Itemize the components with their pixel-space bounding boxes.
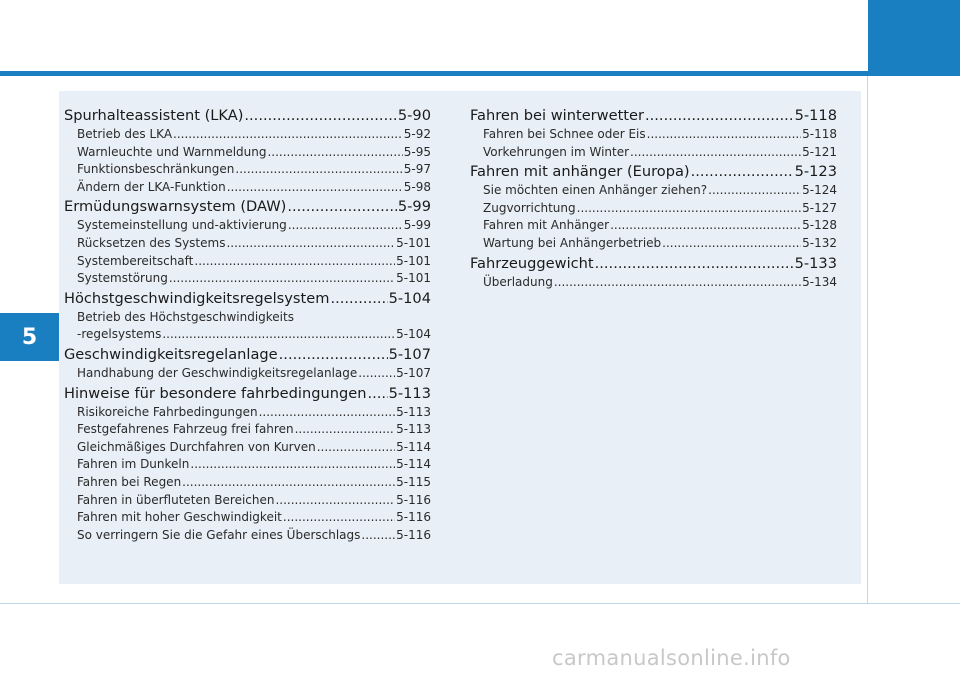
toc-subentry[interactable]	[64, 217, 431, 235]
toc-page-number: 5-113	[388, 384, 431, 402]
toc-dot-leader	[173, 126, 403, 144]
toc-entry-title: Funktionsbeschränkungen	[77, 162, 235, 177]
toc-entry-title: Fahren in überfluteten Bereichen	[77, 492, 275, 507]
toc-dot-leader	[595, 253, 794, 274]
toc-page-number: 5-116	[396, 527, 431, 542]
toc-section-entry[interactable]	[64, 288, 431, 309]
toc-page-number: 5-107	[388, 345, 431, 363]
toc-dot-leader	[259, 404, 396, 422]
toc-left-column	[64, 105, 431, 544]
toc-entry-title: Überladung	[483, 274, 553, 289]
toc-dot-leader	[361, 527, 395, 545]
toc-entry-title: Fahren bei Schnee oder Eis	[483, 127, 646, 141]
toc-entry-title: Hinweise für besondere fahrbedingungen	[64, 384, 367, 402]
toc-section-entry[interactable]	[64, 383, 431, 404]
toc-dot-leader	[295, 421, 396, 439]
toc-section-entry[interactable]	[64, 344, 431, 365]
toc-dot-leader	[554, 274, 801, 292]
toc-dot-leader	[235, 161, 402, 179]
toc-page-number: 5-104	[388, 289, 431, 307]
toc-entry-title: So verringern Sie die Gefahr eines Überschlags	[77, 527, 361, 542]
toc-page-number: 5-101	[396, 253, 431, 268]
toc-section-entry[interactable]	[470, 253, 837, 274]
toc-page-number: 5-127	[802, 200, 837, 215]
toc-entry-title: Systemeinstellung und-aktivierung	[77, 218, 287, 233]
toc-subentry[interactable]	[470, 274, 837, 292]
toc-page-number: 5-118	[802, 127, 837, 141]
toc-right-column	[470, 105, 837, 291]
toc-dot-leader	[367, 383, 387, 404]
toc-entry-title: Wartung bei Anhängerbetrieb	[483, 235, 662, 250]
toc-entry-title: Systemstörung	[77, 271, 168, 286]
toc-page-number: 5-113	[396, 404, 431, 419]
toc-entry-title: Betrieb des LKA	[77, 127, 173, 141]
toc-entry-title: Zugvorrichtung	[483, 200, 576, 215]
toc-dot-leader	[691, 161, 794, 182]
toc-page-number: 5-104	[396, 327, 431, 342]
toc-entry-title: Fahren bei Regen	[77, 474, 182, 489]
toc-entry-title: Ermüdungswarnsystem (DAW)	[64, 198, 287, 216]
toc-subentry[interactable]	[64, 309, 431, 327]
toc-section-entry[interactable]	[470, 105, 837, 126]
toc-dot-leader	[662, 235, 801, 253]
toc-entry-title: Fahren mit hoher Geschwindigkeit	[77, 510, 282, 525]
toc-page-number: 5-99	[403, 218, 431, 233]
toc-entry-title: Handhabung der Geschwindigkeitsregelanlage	[77, 365, 358, 380]
toc-subentry[interactable]	[470, 182, 837, 200]
toc-entry-title: Sie möchten einen Anhänger ziehen?	[483, 183, 708, 198]
toc-subentry[interactable]	[470, 217, 837, 235]
toc-entry-title: Fahren bei winterwetter	[470, 107, 645, 124]
toc-page-number: 5-99	[397, 198, 431, 216]
toc-subentry[interactable]	[64, 404, 431, 422]
toc-page-number: 5-114	[396, 457, 431, 472]
toc-page-number: 5-115	[396, 474, 431, 489]
toc-dot-leader	[275, 492, 395, 510]
toc-page-number: 5-116	[396, 510, 431, 525]
toc-section-entry[interactable]	[64, 105, 431, 126]
corner-accent-block	[868, 0, 960, 76]
toc-entry-title: Gleichmäßiges Durchfahren von Kurven	[77, 439, 316, 454]
toc-page-number: 5-123	[794, 163, 837, 181]
toc-subentry[interactable]	[64, 492, 431, 510]
toc-subentry[interactable]	[64, 326, 431, 344]
toc-subentry[interactable]	[64, 456, 431, 474]
right-divider-line	[867, 76, 868, 603]
toc-section-entry[interactable]	[470, 161, 837, 182]
toc-entry-title: Betrieb des Höchstgeschwindigkeits	[77, 309, 294, 324]
toc-dot-leader	[287, 196, 397, 217]
watermark-text: carmanualsonline.info	[552, 646, 791, 670]
toc-entry-title: Fahren im Dunkeln	[77, 457, 190, 472]
toc-subentry[interactable]	[64, 253, 431, 271]
toc-entry-title: -regelsystems	[77, 327, 162, 342]
header-accent-bar	[0, 71, 868, 76]
toc-subentry[interactable]	[64, 421, 431, 439]
toc-dot-leader	[267, 144, 402, 162]
toc-page-number: 5-133	[794, 254, 837, 272]
toc-dot-leader	[317, 439, 395, 457]
toc-dot-leader	[708, 182, 801, 200]
toc-entry-title: Geschwindigkeitsregelanlage	[64, 345, 278, 363]
toc-page-number: 5-92	[403, 127, 431, 141]
toc-dot-leader	[610, 217, 801, 235]
toc-page-number: 5-121	[802, 144, 837, 159]
toc-subentry[interactable]	[470, 126, 837, 144]
toc-page-number: 5-114	[396, 439, 431, 454]
chapter-tab[interactable]	[0, 313, 59, 361]
toc-dot-leader	[288, 217, 403, 235]
toc-dot-leader	[244, 105, 396, 126]
toc-dot-leader	[194, 253, 395, 271]
toc-subentry[interactable]	[64, 509, 431, 527]
toc-subentry[interactable]	[64, 126, 431, 144]
toc-subentry[interactable]	[470, 235, 837, 253]
toc-dot-leader	[279, 344, 388, 365]
toc-entry-title: Warnleuchte und Warnmeldung	[77, 144, 267, 159]
toc-page-number: 5-101	[396, 235, 431, 250]
toc-dot-leader	[330, 288, 387, 309]
toc-subentry[interactable]	[64, 270, 431, 288]
toc-entry-title: Spurhalteassistent (LKA)	[64, 107, 244, 124]
toc-page-number: 5-90	[397, 107, 431, 124]
toc-dot-leader	[169, 270, 395, 288]
toc-subentry[interactable]	[64, 144, 431, 162]
toc-subentry[interactable]	[64, 179, 431, 197]
toc-subentry[interactable]	[64, 161, 431, 179]
toc-dot-leader	[226, 235, 395, 253]
toc-page-number: 5-113	[396, 422, 431, 437]
toc-page-number: 5-134	[802, 274, 837, 289]
toc-subentry[interactable]	[64, 439, 431, 457]
toc-subentry[interactable]	[64, 365, 431, 383]
toc-page-number: 5-118	[794, 107, 837, 124]
toc-subentry[interactable]	[470, 144, 837, 162]
toc-entry-title: Vorkehrungen im Winter	[483, 144, 630, 159]
toc-entry-title: Risikoreiche Fahrbedingungen	[77, 404, 258, 419]
toc-entry-title: Systembereitschaft	[77, 253, 194, 268]
toc-page-number: 5-128	[802, 218, 837, 233]
toc-subentry[interactable]	[470, 200, 837, 218]
toc-dot-leader	[647, 126, 801, 144]
toc-entry-title: Festgefahrenes Fahrzeug frei fahren	[77, 422, 294, 437]
toc-page-number: 5-124	[802, 183, 837, 198]
toc-entry-title: Höchstgeschwindigkeitsregelsystem	[64, 289, 330, 307]
toc-section-entry[interactable]	[64, 196, 431, 217]
toc-page-number: 5-107	[396, 365, 431, 380]
footer-divider-line	[0, 603, 960, 604]
toc-dot-leader	[162, 326, 395, 344]
toc-dot-leader	[358, 365, 395, 383]
toc-subentry[interactable]	[64, 235, 431, 253]
toc-entry-title: Fahren mit Anhänger	[483, 218, 610, 233]
toc-entry-title: Fahrzeuggewicht	[470, 254, 594, 272]
toc-subentry[interactable]	[64, 527, 431, 545]
toc-dot-leader	[227, 179, 403, 197]
toc-dot-leader	[577, 200, 802, 218]
toc-dot-leader	[645, 105, 794, 126]
toc-dot-leader	[283, 509, 395, 527]
chapter-number: 5	[21, 324, 38, 350]
toc-entry-title: Ändern der LKA-Funktion	[77, 179, 226, 194]
toc-page-number: 5-98	[403, 179, 431, 194]
toc-entry-title: Fahren mit anhänger (Europa)	[470, 163, 690, 181]
toc-page-number: 5-132	[802, 235, 837, 250]
toc-page-number: 5-95	[403, 144, 431, 159]
toc-entry-title: Rücksetzen des Systems	[77, 235, 226, 250]
toc-subentry[interactable]	[64, 474, 431, 492]
toc-page-number: 5-116	[396, 492, 431, 507]
toc-page-number: 5-97	[403, 162, 431, 177]
toc-page-number: 5-101	[396, 271, 431, 286]
toc-dot-leader	[182, 474, 395, 492]
toc-dot-leader	[190, 456, 395, 474]
toc-dot-leader	[630, 144, 801, 162]
